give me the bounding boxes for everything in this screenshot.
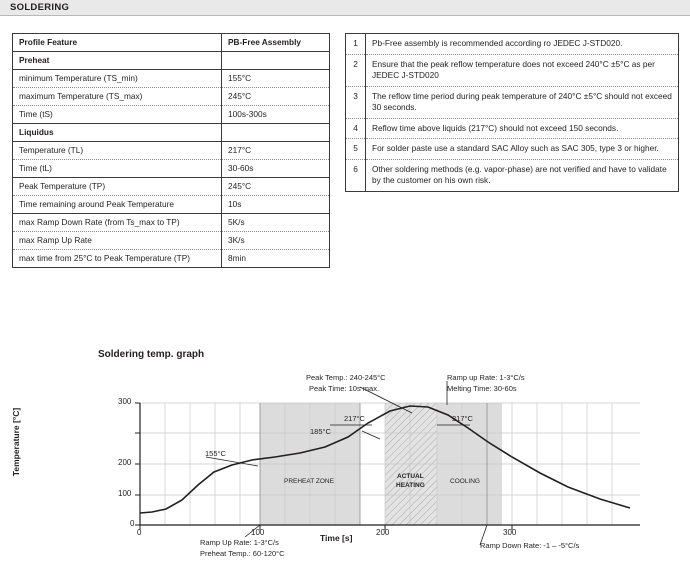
row-value: 245°C bbox=[222, 178, 330, 196]
row-feature: max time from 25°C to Peak Temperature (TP) bbox=[19, 253, 191, 263]
table-row bbox=[13, 196, 330, 214]
annotation-ramp-up-rate-top: Ramp up Rate: 1-3°C/s bbox=[447, 373, 525, 382]
note-row bbox=[346, 54, 679, 86]
note-number: 5 bbox=[346, 139, 366, 160]
row-value bbox=[222, 52, 330, 70]
soldering-profile-table bbox=[12, 33, 330, 268]
y-tick-0: 0 bbox=[130, 519, 135, 528]
table-row bbox=[13, 178, 330, 196]
note-text: Other soldering methods (e.g. vapor-phase) are not verified and have to validate by the customer on his own risk. bbox=[372, 163, 667, 185]
x-tick-200: 200 bbox=[376, 528, 390, 537]
annotation-preheat-min: 155°C bbox=[205, 449, 226, 458]
note-row bbox=[346, 139, 679, 160]
table-row bbox=[13, 88, 330, 106]
table-row bbox=[13, 160, 330, 178]
zone-label-preheat: PREHEAT ZONE bbox=[284, 478, 334, 485]
graph-title: Soldering temp. graph bbox=[98, 349, 205, 360]
table-row bbox=[13, 106, 330, 124]
row-value: 10s bbox=[222, 196, 330, 214]
note-number: 3 bbox=[346, 86, 366, 118]
row-feature: Preheat bbox=[13, 52, 222, 70]
row-feature: Time (tS) bbox=[13, 106, 222, 124]
row-feature: Time remaining around Peak Temperature bbox=[13, 196, 222, 214]
row-feature: max Ramp Down Rate (from Ts_max to TP) bbox=[13, 214, 222, 232]
note-row bbox=[346, 159, 679, 191]
zone-label-cooling: COOLING bbox=[450, 478, 480, 485]
table-row bbox=[13, 232, 330, 250]
y-tick-200: 200 bbox=[118, 458, 132, 467]
section-header bbox=[0, 0, 690, 16]
note-number: 2 bbox=[346, 54, 366, 86]
row-feature: max Ramp Up Rate bbox=[13, 232, 222, 250]
x-tick-100: 100 bbox=[251, 528, 265, 537]
row-feature: Liquidus bbox=[13, 124, 222, 142]
y-tick-100: 100 bbox=[118, 489, 132, 498]
annotation-preheat-temp: Preheat Temp.: 60-120°C bbox=[200, 549, 285, 558]
note-row bbox=[346, 86, 679, 118]
note-row bbox=[346, 34, 679, 55]
zone-label-actual-heating-line1: ACTUAL bbox=[397, 473, 424, 480]
note-number: 4 bbox=[346, 118, 366, 139]
y-tick-300: 300 bbox=[118, 397, 132, 406]
section-title-label: SOLDERING bbox=[10, 2, 70, 13]
row-feature: Time (tL) bbox=[13, 160, 222, 178]
row-feature: Temperature (TL) bbox=[13, 142, 222, 160]
note-text: The reflow time period during peak temperature of 240°C ±5°C should not exceed 30 seconds. bbox=[366, 86, 679, 118]
note-text: Pb-Free assembly is recommended according ro JEDEC J-STD020. bbox=[366, 34, 679, 55]
x-tick-300: 300 bbox=[503, 528, 517, 537]
row-feature: maximum Temperature (TS_max) bbox=[13, 88, 222, 106]
table-row bbox=[13, 250, 330, 268]
x-axis-label: Time [s] bbox=[320, 533, 353, 543]
table-row bbox=[13, 52, 330, 70]
header-profile-feature: Profile Feature bbox=[13, 34, 222, 52]
x-tick-0: 0 bbox=[137, 528, 142, 537]
row-feature: minimum Temperature (TS_min) bbox=[13, 70, 222, 88]
note-text: For solder paste use a standard SAC Alloy such as SAC 305, type 3 or higher. bbox=[366, 139, 679, 160]
soldering-temp-graph bbox=[0, 365, 690, 570]
table-row bbox=[13, 124, 330, 142]
note-number: 1 bbox=[346, 34, 366, 55]
note-text: Ensure that the peak reflow temperature does not exceed 240°C ±5°C as per JEDEC J-STD020 bbox=[366, 54, 679, 86]
row-value bbox=[222, 124, 330, 142]
table-header-row bbox=[13, 34, 330, 52]
annotation-peak-temp: Peak Temp.: 240-245°C bbox=[306, 373, 386, 382]
note-number: 6 bbox=[346, 159, 366, 191]
note-text: Reflow time above liquids (217°C) should not exceed 150 seconds. bbox=[366, 118, 679, 139]
annotation-melting-time: Melting Time: 30-60s bbox=[447, 384, 517, 393]
zone-label-actual-heating-line2: HEATING bbox=[396, 482, 425, 489]
row-value: 245°C bbox=[222, 88, 330, 106]
annotation-liquidus-left: 217°C bbox=[344, 414, 365, 423]
annotation-ramp-down-rate: Ramp Down Rate: -1 – -5°C/s bbox=[480, 541, 580, 550]
row-value: 30-60s bbox=[222, 160, 330, 178]
row-value: 100s-300s bbox=[222, 106, 330, 124]
table-row bbox=[13, 70, 330, 88]
row-feature: Peak Temperature (TP) bbox=[13, 178, 222, 196]
annotation-ramp-up-rate-bottom: Ramp Up Rate: 1-3°C/s bbox=[200, 538, 279, 547]
table-row bbox=[13, 142, 330, 160]
y-axis-label: Temperature [°C] bbox=[11, 407, 21, 477]
table-row bbox=[13, 214, 330, 232]
annotation-liquidus-right: 217°C bbox=[452, 414, 473, 423]
soldering-notes-table bbox=[345, 33, 679, 192]
note-row bbox=[346, 118, 679, 139]
annotation-preheat-max: 185°C bbox=[310, 427, 331, 436]
row-value: 5K/s bbox=[222, 214, 330, 232]
row-value: 155°C bbox=[222, 70, 330, 88]
row-value: 217°C bbox=[222, 142, 330, 160]
header-pb-free-assembly: PB-Free Assembly bbox=[222, 34, 330, 52]
annotation-peak-time: Peak Time: 10s max. bbox=[309, 384, 380, 393]
row-value: 8min bbox=[222, 250, 330, 268]
row-value: 3K/s bbox=[222, 232, 330, 250]
